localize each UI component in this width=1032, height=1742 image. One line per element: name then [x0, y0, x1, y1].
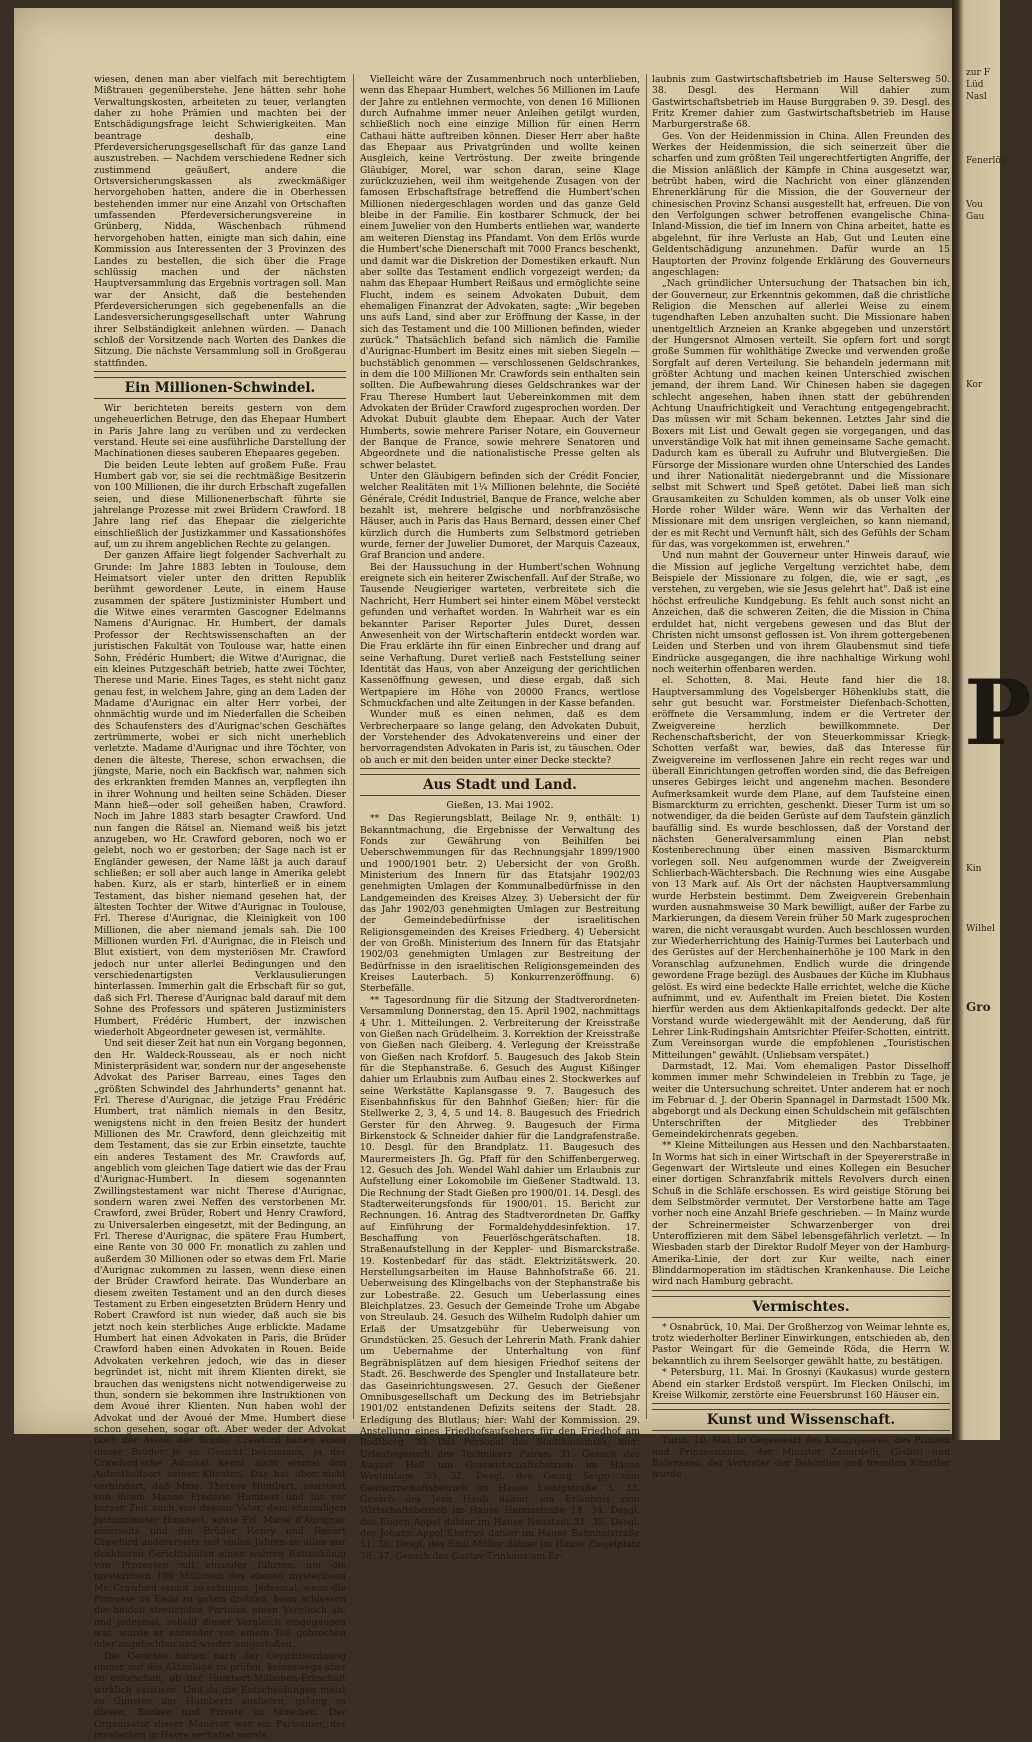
column-rule — [353, 74, 354, 1419]
paragraph: Die beiden Leute lebten auf großem Fuße. Frau Humbert gab vor, sie sei die rechtmäßige Besitzerin von 100 Millionen, die ihr durch Erbschaft zugefallen seien, und diese Millionenerbschaft führte sie jahrelange Prozesse mit zwei Brüdern Crawford. 18 Jahre lang rief das Ehepaar die zielgerichte einschließlich der Justizkammer und Kassationshöfes auf, um zu ihrem angeblichen Rechte zu gelangen. — [94, 459, 346, 551]
paragraph: laubnis zum Gastwirtschaftsbetrieb im Hause Seltersweg 50. 38. Desgl. des Hermann Will dahier zum Gastwirtschaftsbetrieb im Hause Burggraben 9. 39. Desgl. des Fritz Kremer dahier zum Gastwirtschaftsbetrieb im Hause Marburgerstraße 68. — [652, 74, 950, 131]
paragraph: Vielleicht wäre der Zusammenbruch noch unterblieben, wenn das Ehepaar Humbert, welches 56 Millionen im Laufe der Jahre zu entlehnen vermochte, von denen 16 Millionen durch Aufnahme immer neuer Anleihen getilgt wurden, schließlich noch eine einzige Million für einen Herrn Cathaui hätte auftreiben können. Dieser Herr aber haßte das Ehepaar aus Privatgründen und wollte keinen Ausgleich, keine Vertröstung. Der zweite bringende Gläubiger, Morel, war schon daran, seine Klage zurückzuziehen, weil ihm weitgehende Zusagen von der famosen Erbschaftsfrage betreffend die Humbert'schen Millionen niedergeschlagen worden und das ganze Geld bleibe in der Familie. Ein kostbarer Schmuck, der bei einem Juwelier von den Humberts entliehen war, wanderte am weiteren Dienstag ins Pfandamt. Von dem Erlös wurde die Humbert'sche Dienerschaft mit 7000 Francs beschenkt, und damit war die Diskretion der Domestiken erkauft. Nun aber sollte das Testament endlich vorgezeigt werden; da nahm das Ehepaar Humbert Reißaus und ermöglichte seine Flucht, indem es seinem Advokaten Dubuit, dem ehemaligen Finanzrat der Advokaten, sagte: „Wir begeben uns aufs Land, sind aber zur Eröffnung der Kasse, in der sich das Testament und die 100 Millionen befinden, wieder zurück." Thatsächlich befand sich nämlich die Familie d'Aurignac-Humbert im Besitz eines mit sieben Siegeln — buchstäblich genommen — verschlossenen Geldschrankes, in dem die 100 Millionen Mr. Crawfords sein enthalten sein sollten. Die Aufbewahrung dieses Geldschrankes war der Frau Therese Humbert laut Uebereinkommen mit dem Advokaten der Brüder Crawford zugesprochen worden. Der Advokat Dubuit glaubte dem Ehepaar. Auch der Vater Humberts, sowie mehrere Pariser Notare, ein Gouverneur der Banque de France, sowie mehrere Senatoren und Abgeordnete und die nationalistische Presse gelten als schwer belastet. — [360, 74, 640, 471]
paragraph: * Osnabrück, 10. Mai. Der Großherzog von Weimar lehnte es, trotz wiederholter Berliner Einwirkungen, entschieden ab, den Pastor Weingart für die Gemeinde Röda, die Herrn W. bekanntlich zu ihrem Seelsorger gewählt hatte, zu bestätigen. — [652, 1321, 950, 1367]
paragraph: Der ganzen Affaire liegt folgender Sachverhalt zu Grunde: Im Jahre 1883 lebten in Toulouse, dem Heimatsort vieler unter den dritten Republik berühmt gewordener Leute, in einem Hause zusammen der spätere Justizminister Humbert und die Witwe eines verarmten Gascogner Edelmanns Namens d'Aurignac. Hr. Humbert, der damals Professor der Rechtswissenschaften an der juristischen Fakultät von Toulouse war, hatte einen Sohn, Frédéric Humbert; die Witwe d'Aurignac, die ein kleines Putzgeschäft betrieb, hatte zwei Töchter, Therese und Marie. Eines Tages, es steht nicht ganz genau fest, in welchem Jahre, ging an dem Laden der Madame d'Aurignac ein alter Herr vorbei, der ohnmächtig wurde und im Niederfallen die Scheiben des Schaufensters des d'Aurignac'schen Geschäftes zertrümmerte, wobei er sich nicht unerheblich verletzte. Madame d'Aurignac und ihre Töchter, von denen die älteste, Therese, schon erwachsen, die jüngste, Marie, noch ein Backfisch war, nahmen sich des erkrankten fremden Mannes an, verpflegten ihn in ihrer Wohnung und heilten seine Schäden. Dieser Mann hieß—oder soll geheißen haben, Crawford. Noch im Jahre 1883 starb besagter Crawford. Und nun fangen die Rätsel an. Niemand weiß bis jetzt anzugeben, wo Hr. Crawford geboren, noch wo er gelebt, noch wo er gestorben; der Sage nach ist er Engländer gewesen, der Name läßt ja auch darauf schließen; er soll aber auch lange in Amerika gelebt haben. Kurz, als er starb, hinterließ er in einem Testament, das bisher niemand gesehen hat, der ältesten Tochter der Witwe d'Aurignac in Toulouse, Frl. Therese d'Aurignac, die Kleinigkeit von 100 Millionen, die aber niemand jemals sah. Die 100 Millionen wurden Frl. d'Aurignac, die in Fleisch und Blut existiert, von dem mysteriösen Mr. Crawford jedoch nur unter allerlei Bedingungen und den verschiedenartigsten Verklausulierungen hinterlassen. Immerhin galt die Erbschaft für so gut, daß sich Frl. Therese d'Aurignac bald darauf mit dem Sohne des Professors und späteren Justizministers Humbert, Frédéric Humbert, der inzwischen wiederholt Abgeordneter gewesen ist, vermählte. — [94, 550, 346, 1038]
heading-millionen-schwindel: Ein Millionen-Schwindel. — [94, 377, 346, 399]
edge-fragment: Nasl — [966, 92, 987, 102]
edge-fragment: Gro — [966, 1000, 991, 1014]
paragraph: Ges. Von der Heidenmission in China. Allen Freunden des Werkes der Heidenmission, die sich seinerzeit über die scharfen und zum größten Teil ungerechtfertigten Angriffe, der die Mission anläßlich der Kämpfe in China ausgesetzt war, betrübt haben, wird die Nachricht von einer glänzenden Ehrenerklärung für die Mission, die der Gouverneur der chinesischen Provinz Schansi ausgestellt hat, erfreuen. Die von den Verfolgungen schwer betroffenen evangelische China-Inland-Mission, die tief im Innern von China arbeitet, hatte es abgelehnt, für ihre Verluste an Hab, Gut und Leuten eine Geldentschädigung anzunehmen. Dafür wurde an 15 Hauptorten der Provinz folgende Erklärung des Gouverneurs angeschlagen: — [652, 130, 950, 278]
article-continuation: wiesen, denen man aber vielfach mit berechtigtem Mißtrauen gegenüberstehe. Jene hätten sehr hohe Verwaltungskosten, arbeiteten zu teuer, verlangten daher zu hohe Prämien und machten bei der Entschädigungsfrage leicht Schwierigkeiten. Man beantrage deshalb, eine Pferdeversicherungsgesellschaft für das ganze Land auszustreben. — Nachdem verschiedene Redner sich zustimmend geäußert, andere die Ortsversicherungskassen als zweckmäßiger hervorgehoben hatten, andere die in Oberhessen bestehenden immer nur eine Anzahl von Ortschaften umfassenden Pferdeversicherungsvereine in Grünberg, Nidda, Wäschenbach rühmend hervorgehoben hatten, einigte man sich dahin, eine Kommission aus Interessenten der 3 Provinzen des Landes zu bestellen, die sich über die Frage schlüssig machen und der nächsten Hauptversammlung das Ergebnis vortragen soll. Man war der Ansicht, daß die bestehenden Pferdeversicherungen sich gegebenenfalls an die Landesversicherungsgesellschaft unter Wahrung ihrer Selbständigkeit anlehnen würden. — Danach schloß der Vorsitzende nach Worten des Dankes die Sitzung. Die nächste Versammlung soll in Großgerau stattfinden. — [94, 74, 346, 372]
edge-fragment: Gau — [966, 212, 985, 222]
edge-fragment: Kin — [966, 864, 982, 874]
edge-fragment: Lüd — [966, 80, 984, 90]
paragraph: Die Gerichte hatten nach der Gerichtsordnung immer nur die Aktenlage zu prüfen, keineswegs aber zu erforschen, ob der Humbert-Millionen-Erbschaft wirklich existiere. Und da die Entscheidungen meist zu Gunsten der Humberts ausfielen, gelang es diesen, Banken und Private zu täuschen. Der Organisator dieser Manöver war ein Parisanier, der inzwischen in Havre verhaftet wurde. — [94, 1650, 346, 1742]
paragraph: ** Kleine Mitteilungen aus Hessen und den Nachbarstaaten. In Worms hat sich in einer Wirtschaft in der Speyererstraße in Gegenwart der Wirtsleute und eines Kollegen ein Besucher einer dortigen Schranzfabrik mittels Revolvers durch einen Schuß in die Schläfe erschossen. Es wird geistige Störung bei dem Selbstmörder vermutet. Der Verstorbene hatte am Tage vorher noch eine Anzahl Briefe geschrieben. — In Mainz wurde der Schreinermeister Schwarzenberger von drei Unteroffizieren mit dem Säbel lebensgefährlich verletzt. — In Wiesbaden starb der Direktor Rudolf Meyer von der Hamburg-Amerika-Linie, der dort zur Kur weilte, nach einer Blinddarmoperation im städtischen Krankenhause. Die Leiche wird nach Hamburg gebracht. — [652, 1140, 950, 1290]
adjacent-page-edge — [952, 0, 1032, 1440]
dateline: Gießen, 13. Mai 1902. — [446, 799, 554, 811]
heading-kunst-und-wissenschaft: Kunst und Wissenschaft. — [652, 1409, 950, 1431]
edge-large-letter: P — [964, 660, 1032, 766]
heading-vermischtes: Vermischtes. — [652, 1296, 950, 1318]
column-2 — [360, 74, 640, 1562]
edge-fragment: Wilhel — [966, 924, 995, 934]
paragraph: ** Das Regierungsblatt, Beilage Nr. 9, enthält: 1) Bekanntmachung, die Ergebnisse der Verwaltung des Fonds zur Gewährung von Beihilfen bei Ueberschwemmungen für das Rechnungsjahr 1899/1900 und 1900/1901 betr. 2) Uebersicht der von Großh. Ministerium des Innern für das Etatsjahr 1902/03 genehmigten Umlagen der Kommunalbedürfnisse in den Landgemeinden des Kreises Alzey. 3) Uebersicht der für das Jahr 1902/03 genehmigten Umlagen zur Bestreitung der Gemeindebedürfnisse der israelitischen Religionsgemeinden des Kreises Friedberg. 4) Uebersicht der von Großh. Ministerium des Innern für das Etatsjahr 1902/03 genehmigten Umlagen zur Bestreitung der Bedürfnisse in den israelitischen Religionsgemeinden des Kreises Lauterbach. 5) Konkurrenzeröffnung. 6) Sterbefälle. — [360, 813, 640, 995]
paragraph: Bei der Haussuchung in der Humbert'schen Wohnung ereignete sich ein heiterer Zwischenfall. Auf der Straße, wo Tausende Neugieriger warteten, verbreitete sich die Nachricht, Herr Humbert sei hinter einem Möbel versteckt gefunden und verhaftet worden. In Wahrheit war es ein bekannter Pariser Reporter Jules Duret, dessen Anwesenheit von der Wirtschafterin entdeckt worden war. Die Frau erklärte ihn für einen Einbrecher und drang auf seine Verhaftung. Duret verließ nach Feststellung seiner Identität das Haus, von aber Anzeigung der gerichtlichen Kassenöffnung gewesen, und diese ergab, daß sich Wertpapiere im Höhe von 20000 Francs, wertlose Schmuckfachen und alte Zeitungen in der Kasse befanden. — [360, 561, 640, 709]
column-rule — [646, 74, 647, 1419]
paragraph: Darmstadt, 12. Mai. Vom ehemaligen Pastor Disselhoff kommen immer mehr Schwindeleien in Trebbin zu Tage, je weiter die Untersuchung schreitet. Unter anderem hat er noch im Februar d. J. der Oberin Spannagel in Darmstadt 1500 Mk. abgeborgt und als Deckung einen Schuldschein mit gefälschten Unterschriften der Mitglieder des Trebbiner Gemeindekirchenrats gegeben. — [652, 1060, 950, 1140]
paragraph: Und seit dieser Zeit hat nun ein Vorgang begonnen, den Hr. Waldeck-Rousseau, als er noch nicht Ministerpräsident war, sondern nur der angesehenste Advokat des Pariser Barreau, eines Tages den „größten Schwindel des Jahrhunderts" genannt hat. Frl. Therese d'Aurignac, die jetzige Frau Frédéric Humbert, trat nämlich niemals in den Besitz, wenigstens nicht in den freien Besitz der hundert Millionen des Mr. Crawford, denn gleichzeitig mit dem Testament, das sie zur Erbin einsetzte, tauchte ein anderes Testament des Mr. Crawfords auf, angeblich vom gleichen Tage datiert wie das der Frau d'Aurignac-Humbert. In diesem sogenannten Zwillingstestament war nicht Therese d'Aurignac, sondern waren zwei Neffen des verstorbenen Mr. Crawford, zwei Brüder, Robert und Henry Crawford, zu Universalerben eingesetzt, mit der Bedingung, an Frl. Therese d'Aurignac, die spätere Frau Humbert, eine Rente von 30 000 Fr. monatlich zu zahlen und außerdem 30 Millionen oder so etwas dem Frl. Marie d'Aurignac zukommen zu lassen, wenn diese einen der Brüder Crawford heirate. Das Wunderbare an diesem zweiten Testament und an den durch dieses Testament zu Erben eingesetzten Brüdern Henry und Robert Crawford ist nun wieder, daß auch sie bis jetzt noch kein sterbliches Auge erblickte. Madame Humbert hat einen Advokaten in Paris, die Brüder Crawford haben einen Advokaten in Rouen. Beide Advokaten verkehren jedoch, wie das in dieser begründet ist, nicht mit ihrem Klienten direkt, sie brauchen das wenigstens nicht notwendigerweise zu thun, sondern sie bekommen ihre Instruktionen von dem Avoué ihrer Klienten. Nun haben wohl der Advokat und der Avoué der Mme. Humbert diese schon gesehen, sogar oft. Aber weder der Advokat noch der Avoué der Brüder Crawford haben einen dieser Brüder je zu Gesicht bekommen, ja der Crawford'sche Advokat kennt nicht einmal den Aufenthaltsort seiner Klienten. Das hat aber nicht verhindert, daß Mme. Therese Humbert, assistiert von ihrem Manne Frédéric Humbert und bis vor kurzer Zeit auch von dessen Vater, dem ehemaligen Justizminister Humbert, sowie Frl. Marie d'Aurignac einerseits und die Brüder Henry und Robert Crawford andererseits seit vielen Jahren an allen nur denkbaren Gerichtshöfen einen wahren Rattenkönig von Prozessen mit einander führten, um die mysteriösen 100 Millionen des ebenso mysteriösen Mr. Crawford senior zu erlangen. Jedesmal, wenn die Prozesse zu Ende zu gehen drohten, bann schlossen die beiden streitenden Parteien einen Vergleich ab, und jedesmal, sobald dieser Vergleich eingegangen war, wurde er entweder von einem Teil gebrochen oder angefochten und wieder umgestoßen. — [94, 1038, 346, 1651]
column-1 — [94, 74, 346, 1742]
heading-stadt-und-land: Aus Stadt und Land. — [360, 774, 640, 796]
paragraph: * Petersburg, 11. Mai. In Grosnyi (Kaukasus) wurde gestern Abend ein starker Erdstoß verspürt. Im Flecken Onilschi, im Kreise Wilkomir, zerstörte eine Feuersbrunst 160 Häuser ein. — [652, 1367, 950, 1404]
column-3 — [652, 74, 950, 1481]
edge-fragment: Fenerlös — [966, 156, 1006, 166]
paragraph: Wir berichteten bereits gestern von dem ungeheuerlichen Betruge, den das Ehepaar Humbert in Paris Jahre lang zu verüben und zu verdecken verstand. Heute sei eine ausführliche Darstellung der Machinationen dieses sauberen Ehepaares gegeben. — [94, 402, 346, 460]
paragraph: Wunder muß es einen nehmen, daß es dem Verbrecherpaare so lange gelang, den Advokaten Dubuit, der Vorstehender des Advokatenvereins und einer der hervorragendsten Advokaten in Paris ist, zu täuschen. Oder ob auch er mit den beiden unter einer Decke steckte? — [360, 709, 640, 769]
paragraph: Unter den Gläubigern befinden sich der Crédit Foncier, welcher Realitäten mit 1¼ Millionen belehnte, die Société Générale, Crédit Industriel, Banque de France, welche aber bezahlt ist, mehrere belgische und norbfranzösische Häuser, auch in Paris das Haus Bernard, dessen einer Chef kürzlich durch die Humberts zum Selbstmord getrieben wurde, ferner der Juwelier Dumoret, der Marquis Cazeaux, Graf Brancion und andere. — [360, 471, 640, 562]
paragraph: el. Schotten, 8. Mai. Heute fand hier die 18. Hauptversammlung des Vogelsberger Höhenklubs statt, die sehr gut besucht war. Forstmeister Diefenbach-Schotten, eröffnete die Versammlung, indem er die Vertreter der Zweigvereine herzlich bewillkommnete. Der Rechenschaftsbericht, der von Steuerkommissar Kriegk-Schotten verfaßt war, bewies, daß das Interesse für Zweigvereine im verflossenen Jahre ein recht reges war und überall Einrichtungen getroffen worden sind, die das Befreigen unseres Gebirges leicht und angenehm machen. Besondere Aufmerksamkeit wurde dem Plane, auf dem Taufsteine einen Bismarckturm zu errichten, geschenkt. Dieser Turm ist um so notwendiger, da die beiden Gerüste auf dem Taufstein gänzlich baufällig sind. Es wurde beschlossen, daß der Vorstand der nächsten Generalversammlung einen Plan nebst Kostenberechnung über einen massiven Bismarckturm vorlegen soll. Neu aufgenommen wurde der Zweigverein Schlierbach-Wächtersbach. Die Rechnung wies eine Ausgabe von 13 Mark auf. Als Ort der nächsten Hauptversammlung wurde Herbstein bestimmt. Dem Zweigverein Grebenhain wurden ausnahmsweise 30 Mark bewilligt, außer der Farbe zu Markierungen, da diesem Verein früher 50 Mark zugesprochen waren, die nicht verausgabt wurden. Auch beschlossen wurden zur Wiederherrichtung des Hainig-Turmes bei Lauterbach und des Gerüstes auf der Herchenhainerhöhe je 100 Mark in den Voranschlag aufzunehmen. Endlich wurde die dringende gewordene Frage bezügl. des Ausbaues der Küche im Klubhaus gelöst. Es wird eine bedeckte Halle errichtet, welche die Küche aufnimmt, und ev. Aufenthalt im Freien bietet. Die Kosten hierfür werden aus dem Aktienkapitalfonds gedeckt. Der alte Vorstand wurde wiedergewählt mit der Aenderung, daß für Lehrer Link-Rudingshain Amtsrichter Pfeifer-Schotten, eintritt. Zum Vereinsorgan wurde die empfohlenen „Touristischen Mitteilungen" gewählt. (Unliebsam verspätet.) — [652, 675, 950, 1061]
edge-fragment: zur F — [966, 68, 990, 78]
edge-fragment: Kor — [966, 380, 983, 390]
newspaper-page — [14, 8, 952, 1742]
paragraph: Und nun mahnt der Gouverneur unter Hinweis darauf, wie die Mission auf jegliche Vergeltung verzichtet habe, dem Beispiele der Missionare zu folgen, die, wie er sagt, „es verstehen, zu vergeben, wie sie Jesus gelehrt hat". Daß ist eine höchst erfreuliche Kundgebung. Es fehlt auch sonst nicht an Anzeichen, daß die schweren Zeiten, die die Mission in China erduldet hat, nicht vergebens gewesen und das Blut der Christen nicht umsonst geflossen ist. Von ihrem gottergebenen Leiden und Sterben und von ihrem Glaubensmut sind tiefe Eindrücke ausgegangen, die ihre nachhaltige Wirkung wohl noch weiterhin offenbaren werden. — [652, 550, 950, 675]
edge-fragment: Vou — [966, 200, 983, 210]
paragraph: ** Tagesordnung für die Sitzung der Stadtverordneten-Versammlung Donnerstag, den 15. April 1902, nachmittags 4 Uhr. 1. Mitteilungen. 2. Verbreiterung der Kreisstraße von Gießen nach Grüdelheim. 3. Korrektion der Kreisstraße von Gießen nach Gleiberg. 4. Verlegung der Kreisstraße von Gießen nach Krofdorf. 5. Baugesuch des Jakob Stein für die Stephanstraße. 6. Gesuch des August Kißinger dahier um Erlaubnis zum Aufbau eines 2. Stockwerkes auf seine Werkstätte Kaplansgasse 9. 7. Baugesuch des Eisenbahnfiskus für den Bahnhof Gießen; hier: für die Stellwerke 2, 3, 4, 5 und 14. 8. Baugesuch des Friedrich Gerster für den Ahrweg. 9. Baugesuch der Firma Birkenstock & Schneider dahier für die Landgrafenstraße. 10. Desgl. für den Brandplatz. 11. Baugesuch des Maurermeisters Jh. Gg. Pfaff für den Schiffenbergerweg. 12. Gesuch des Joh. Wendel Wahl dahier um Erlaubnis zur Aufstellung einer Lokomobile im Gießener Stadtwald. 13. Die Rechnung der Stadt Gießen pro 1900/01. 14. Desgl. des Stadterweiterungsfonds für 1900/01. 15. Bericht zur Rechnungen. 16. Antrag des Stadtverordneten Dr. Gaffky auf Einführung der Formaldehyddesinfektion. 17. Beschaffung von Feuerlöschgerätschaften. 18. Straßenaufstellung in der Keppler- und Bismarckstraße. 19. Kostenbedarf für das städt. Elektrizitätswerk. 20. Herstellungsarbeiten im Hause Bahnhofstraße 66. 21. Ueberweisung des Klingelbachs von der Stephanstraße bis zur Lobestraße. 22. Gesuch um Ueberlassung eines Bleichplatzes. 23. Gesuch der Gemeinde Trohe um Abgabe von Streulaub. 24. Gesuch des Wilhelm Rudolph dahier um Erlaß der Umsatzgebühr für Ueberweisung von Grundstücken. 25. Gesuch der Lehrerin Math. Frank dahier um Uebernahme der Unterhaltung von fünf Begräbnisplätzen auf dem hiesigen Friedhof seitens der Stadt. 26. Beschwerde des Spengler und Installateure betr. das Gaseinrichtungswesen. 27. Gesuch der Gießener Omnibusgesellschaft um Deckung des im Betriebsjahr 1901/02 entstandenen Defizits seitens der Stadt. 28. Erledigung des Blutlaus; hier: Wahl der Kommission. 29. Anstellung eines Friedhofsaufsehers für den Friedhof am Rodtberg. 30. Das Personal des Stadtbauamtes; hier: Urlaubsgesuch des Technikers Pairan. 31. Gesuch des August Hell um Gastwirtschaftsbetrieb im Hause Westanlage 39. 32. Desgl. des Georg Seipp zum Gastwirtschaftsbetrieb im Hause Liebigstraße 3. 33. Gesuch des Jean Hauß dahier um Erlaubnis zum Wirtschaftsbetrieb im Hause Hammstraße 14. 34. Desgl. des Eugen Appel dahier im Hause Neustadt 31. 35. Desgl. des Johann Appel Ehefrau dahier im Hause Bahnhofstraße 51. 36. Desgl. des Emil Müller dahier im Hause Ziegelplatz 38. 37. Gesuch des Gustav Trinkaus um Er- — [360, 994, 640, 1562]
paragraph: Turin, 10. Mai. In Gegenwart des Königspaares, des Prinzen und Prinzessinnen, der Minister Zanardelli, Giolitti und Balenzano, der Vertreter der Behörden und fremden Künstler wurde — [652, 1435, 950, 1481]
quote-paragraph: „Nach gründlicher Untersuchung der Thatsachen bin ich, der Gouverneur, zur Erkenntnis gekommen, daß die christliche Religion die Menschen auf allerlei Weise zu einem tugendhaften Leben anzuhalten sucht. Die Missionare haben unentgeltlich Arzneien an Kranke abgegeben und unzerstört der Hungersnot Almosen verteilt. Sie opfern fort und sorgt große Summen für wohlthätige Zwecke und verwenden große Sorgfalt auf deren Verteilung. Sie behandeln jedermann mit größter Achtung und machen keinen Unterschied zwischen jemand, der ihrem Land. Wir Chinesen haben sie dagegen schlecht angesehen, haben ihnen statt der gebührenden Achtung Unaufrichtigkeit und Verachtung entgegengebracht. Das müssen wir mit Scham bekennen. Letztes Jahr sind die Boxers mit List und Gewalt gegen sie vorgegangen, und das unverständige Volk hat mit ihnen gemeinsame Sache gemacht. Dadurch kam es überall zu Aufruhr und Blutvergießen. Die Fürsorge der Missionare wurden ohne Unterschied des Landes und ihrer Nationalität niedergebrannt und die Missionare selbst mit Schwert und Speß getötet. Dabei ließ man sich Grausamkeiten zu Schulden kommen, als ob unser Volk eine Horde roher Wilder wäre. Wenn wir das Verhalten der Missionare mit dem unsrigen vergleichen, so kann niemand, der es mit Recht und Vernunft hält, sich des Gefühls der Scham für das, was vorgekommen ist, erwehren." — [652, 278, 950, 551]
